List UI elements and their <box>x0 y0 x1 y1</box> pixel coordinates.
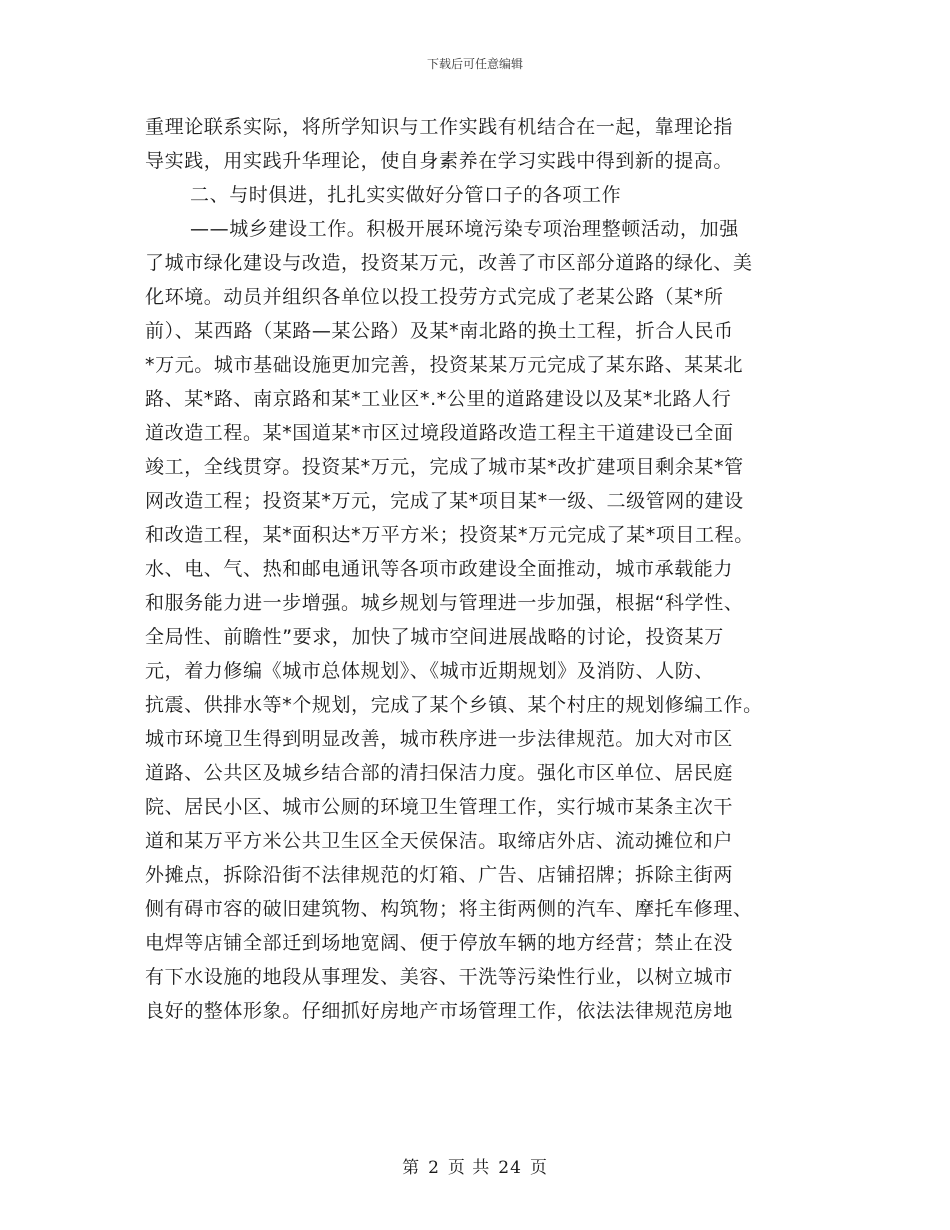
body-line: 路、某*路、南京路和某*工业区*.*公里的道路建设以及某*北路人行 <box>145 388 732 410</box>
body-line: 电焊等店铺全部迁到场地宽阔、便于停放车辆的地方经营；禁止在没 <box>145 932 734 954</box>
body-line: 和服务能力进一步增强。城乡规划与管理进一步加强，根据“科学性、 <box>145 592 744 614</box>
body-line: 导实践，用实践升华理论，使自身素养在学习实践中得到新的提高。 <box>145 150 734 172</box>
page-number: 2 <box>428 1158 440 1178</box>
page-total: 24 <box>498 1158 522 1178</box>
body-line: 抗震、供排水等*个规划，完成了某个乡镇、某个村庄的规划修编工作。 <box>145 694 763 716</box>
page-header: 下载后可任意编辑 <box>426 57 523 71</box>
body-line: 道和某万平方米公共卫生区全天侯保洁。取缔店外店、流动摊位和户 <box>145 830 734 852</box>
body-line: 外摊点，拆除沿街不法律规范的灯箱、广告、店铺招牌；拆除主街两 <box>145 864 734 886</box>
body-line: 了城市绿化建设与改造，投资某万元，改善了市区部分道路的绿化、美 <box>145 252 753 274</box>
body-line: 竣工，全线贯穿。投资某*万元，完成了城市某*改扩建项目剩余某*管 <box>145 456 744 478</box>
body-line: 化环境。动员并组织各单位以投工投劳方式完成了老某公路（某*所 <box>145 286 724 308</box>
body-line: 前）、某西路（某路—某公路）及某*南北路的换土工程，折合人民币 <box>145 320 734 342</box>
document-body <box>145 110 825 1028</box>
body-line: 道改造工程。某*国道某*市区过境段道路改造工程主干道建设已全面 <box>145 422 734 444</box>
body-line: 道路、公共区及城乡结合部的清扫保洁力度。强化市区单位、居民庭 <box>145 762 734 784</box>
body-line: 和改造工程，某*面积达*万平方米；投资某*万元完成了某*项目工程。 <box>145 524 754 546</box>
body-line: 良好的整体形象。仔细抓好房地产市场管理工作，依法法律规范房地 <box>145 1000 734 1022</box>
body-line: 水、电、气、热和邮电通讯等各项市政建设全面推动，城市承载能力 <box>145 558 734 580</box>
body-line: ——城乡建设工作。积极开展环境污染专项治理整顿活动，加强 <box>190 218 739 240</box>
footer-middle: 页 共 <box>447 1158 491 1178</box>
body-line: 全局性、前瞻性”要求，加快了城市空间进展战略的讨论，投资某万 <box>145 626 724 648</box>
body-line: 重理论联系实际，将所学知识与工作实践有机结合在一起，靠理论指 <box>145 116 734 138</box>
body-line: *万元。城市基础设施更加完善，投资某某万元完成了某东路、某某北 <box>145 354 744 376</box>
page-footer <box>0 1153 950 1178</box>
body-line: 城市环境卫生得到明显改善，城市秩序进一步法律规范。加大对市区 <box>145 728 734 750</box>
footer-prefix: 第 <box>402 1158 421 1178</box>
body-line: 院、居民小区、城市公厕的环境卫生管理工作，实行城市某条主次干 <box>145 796 734 818</box>
body-line: 元，着力修编《城市总体规划》、《城市近期规划》及消防、人防、 <box>145 660 715 682</box>
footer-suffix: 页 <box>529 1158 548 1178</box>
body-line: 有下水设施的地段从事理发、美容、干洗等污染性行业，以树立城市 <box>145 966 734 988</box>
section-heading: 二、与时俱进，扎扎实实做好分管口子的各项工作 <box>190 184 622 206</box>
body-line: 侧有碍市容的破旧建筑物、构筑物；将主街两侧的汽车、摩托车修理、 <box>145 898 753 920</box>
body-line: 网改造工程；投资某*万元，完成了某*项目某*一级、二级管网的建设 <box>145 490 744 512</box>
